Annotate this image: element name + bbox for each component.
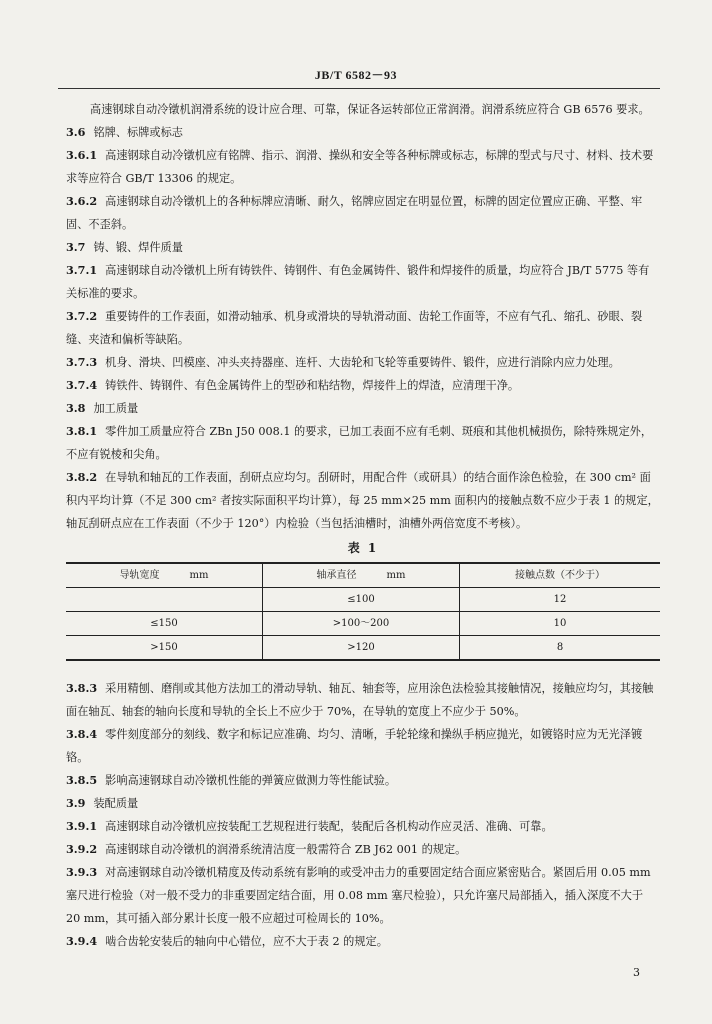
table-row <box>66 588 660 612</box>
table-cell: >100～200 <box>263 612 460 636</box>
clause-text: 重要铸件的工作表面，如滑动轴承、机身或滑块的导轨滑动面、齿轮工作面等，不应有气孔、缩孔、砂眼、裂缝、夹渣和偏析等缺陷。 <box>66 310 643 346</box>
clause-text: 机身、滑块、凹模座、冲头夹持器座、连杆、大齿轮和飞轮等重要铸件、锻件，应进行消除内应力处理。 <box>105 356 620 369</box>
clause-paragraph <box>66 838 660 861</box>
clause-paragraph <box>66 351 660 374</box>
clause-paragraph <box>66 930 660 953</box>
table-1 <box>66 562 660 661</box>
clause-number: 3.7.1 <box>66 263 98 277</box>
clause-paragraph <box>66 420 660 466</box>
clause-paragraph <box>66 397 660 420</box>
clause-text: 铸、锻、焊件质量 <box>93 241 183 254</box>
clause-paragraph <box>66 792 660 815</box>
clause-text: 装配质量 <box>93 797 139 810</box>
clause-text: 高速钢球自动冷镦机的润滑系统清洁度一般需符合 ZB J62 001 的规定。 <box>105 843 467 856</box>
clause-number: 3.8.3 <box>66 681 98 695</box>
clause-number: 3.7 <box>66 240 86 254</box>
clause-number: 3.9.4 <box>66 934 98 948</box>
table-row <box>66 636 660 661</box>
clause-paragraph <box>66 769 660 792</box>
table-header-row <box>66 563 660 588</box>
clause-paragraph <box>66 190 660 236</box>
table-row <box>66 612 660 636</box>
table-cell: ≤100 <box>263 588 460 612</box>
clause-paragraph <box>66 121 660 144</box>
clause-paragraph <box>66 677 660 723</box>
clause-number: 3.8.2 <box>66 470 98 484</box>
table-cell: >150 <box>66 636 263 661</box>
header-guide-width: 导轨宽度 mm <box>66 563 263 588</box>
clause-number: 3.9.3 <box>66 865 98 879</box>
table-cell: 12 <box>553 594 567 605</box>
clause-paragraph <box>66 144 660 190</box>
clause-number: 3.6.1 <box>66 148 98 162</box>
clause-paragraph <box>66 236 660 259</box>
standard-header: JB/T 6582－93 <box>314 68 398 82</box>
clause-number: 3.7.3 <box>66 355 98 369</box>
clause-text: 高速钢球自动冷镦机应按装配工艺规程进行装配，装配后各机构动作应灵活、准确、可靠。 <box>105 820 553 833</box>
clause-paragraph <box>66 815 660 838</box>
header-bearing-diameter: 轴承直径 mm <box>263 563 460 588</box>
clause-text: 采用精刨、磨削或其他方法加工的滑动导轨、轴瓦、轴套等，应用涂色法检验其接触情况，接触应均匀，其接触面在轴瓦、轴套的轴向长度和导轨的全长上不应少于 70%，在导轨的宽度上不应少于 50%。 <box>66 682 654 718</box>
clause-text: 啮合齿轮安装后的轴向中心错位，应不大于表 2 的规定。 <box>105 935 388 948</box>
table-cell: 8 <box>556 642 564 653</box>
clause-text: 高速钢球自动冷镦机上所有铸铁件、铸钢件、有色金属铸件、锻件和焊接件的质量，均应符合 JB/T 5775 等有关标准的要求。 <box>66 264 650 300</box>
clause-number: 3.6.2 <box>66 194 98 208</box>
table-cell: 10 <box>553 618 567 629</box>
clause-paragraph <box>66 723 660 769</box>
clause-number: 3.9 <box>66 796 86 810</box>
clause-number: 3.6 <box>66 125 86 139</box>
clause-paragraph <box>66 305 660 351</box>
table-cell: ≤150 <box>66 612 263 636</box>
clause-number: 3.7.2 <box>66 309 98 323</box>
clause-text: 高速钢球自动冷镦机上的各种标牌应清晰、耐久，铭牌应固定在明显位置，标牌的固定位置应正确、平整、牢固、不歪斜。 <box>66 195 643 231</box>
clause-text: 高速钢球自动冷镦机应有铭牌、指示、润滑、操纵和安全等各种标牌或标志，标牌的型式与尺寸、材料、技术要求等应符合 GB/T 13306 的规定。 <box>66 149 654 185</box>
clause-number: 3.8 <box>66 401 86 415</box>
clause-text: 零件刻度部分的刻线、数字和标记应准确、均匀、清晰，手轮轮缘和操纵手柄应抛光，如镀铬时应为无光泽镀铬。 <box>66 728 643 764</box>
page-number: 3 <box>633 966 640 979</box>
clause-text: 零件加工质量应符合 ZBn J50 008.1 的要求，已加工表面不应有毛刺、斑痕和其他机械损伤，除特殊规定外，不应有锐棱和尖角。 <box>66 425 653 461</box>
clause-paragraph <box>66 861 660 930</box>
clause-number: 3.8.1 <box>66 424 98 438</box>
clause-text: 加工质量 <box>93 402 139 415</box>
clause-paragraph <box>66 466 660 535</box>
clauses-top <box>66 98 660 535</box>
clause-text: 影响高速钢球自动冷镦机性能的弹簧应做测力等性能试验。 <box>105 774 397 787</box>
clause-paragraph <box>66 259 660 305</box>
clause-number: 3.9.2 <box>66 842 98 856</box>
clause-text: 铭牌、标牌或标志 <box>93 126 183 139</box>
clause-text: 对高速钢球自动冷镦机精度及传动系统有影响的或受冲击力的重要固定结合面应紧密贴合。紧固后用 0.05 mm 塞尺进行检验（对一般不受力的非重要固定结合面，用 0.08 mm 塞尺检验），只允许塞尺局部插入，插入深度不大于 20 mm，其可插入部分累计长度一般不应超过可检周长的 10%。 <box>66 866 651 925</box>
clause-text: 铸铁件、铸钢件、有色金属铸件上的型砂和粘结物，焊接件上的焊渣，应清理干净。 <box>105 379 520 392</box>
body-text <box>66 98 660 953</box>
clause-text: 在导轨和轴瓦的工作表面，刮研点应均匀。刮研时，用配合件（或研具）的结合面作涂色检验，在 300 cm² 面积内平均计算（不足 300 cm² 者按实际面积平均计算），每 25 mm×25 mm 面积内的接触点数不应少于表 1 的规定，轴瓦刮研点应在工作表面（不少于 120°）内检验（当包括油槽时，油槽外两倍宽度不考核）。 <box>66 471 659 530</box>
clause-paragraph <box>66 98 660 121</box>
clause-number: 3.9.1 <box>66 819 98 833</box>
table-cell <box>66 588 263 612</box>
header-rule <box>58 88 660 89</box>
clause-number: 3.8.5 <box>66 773 98 787</box>
clauses-bottom <box>66 677 660 953</box>
clause-number: 3.7.4 <box>66 378 98 392</box>
clause-number: 3.8.4 <box>66 727 98 741</box>
clause-paragraph <box>66 374 660 397</box>
table-cell: >120 <box>263 636 460 661</box>
clause-text: 高速钢球自动冷镦机润滑系统的设计应合理、可靠，保证各运转部位正常润滑。润滑系统应符合 GB 6576 要求。 <box>90 103 650 116</box>
header-contact-points: 接触点数（不少于） <box>515 570 605 581</box>
table-caption: 表 1 <box>347 541 379 555</box>
